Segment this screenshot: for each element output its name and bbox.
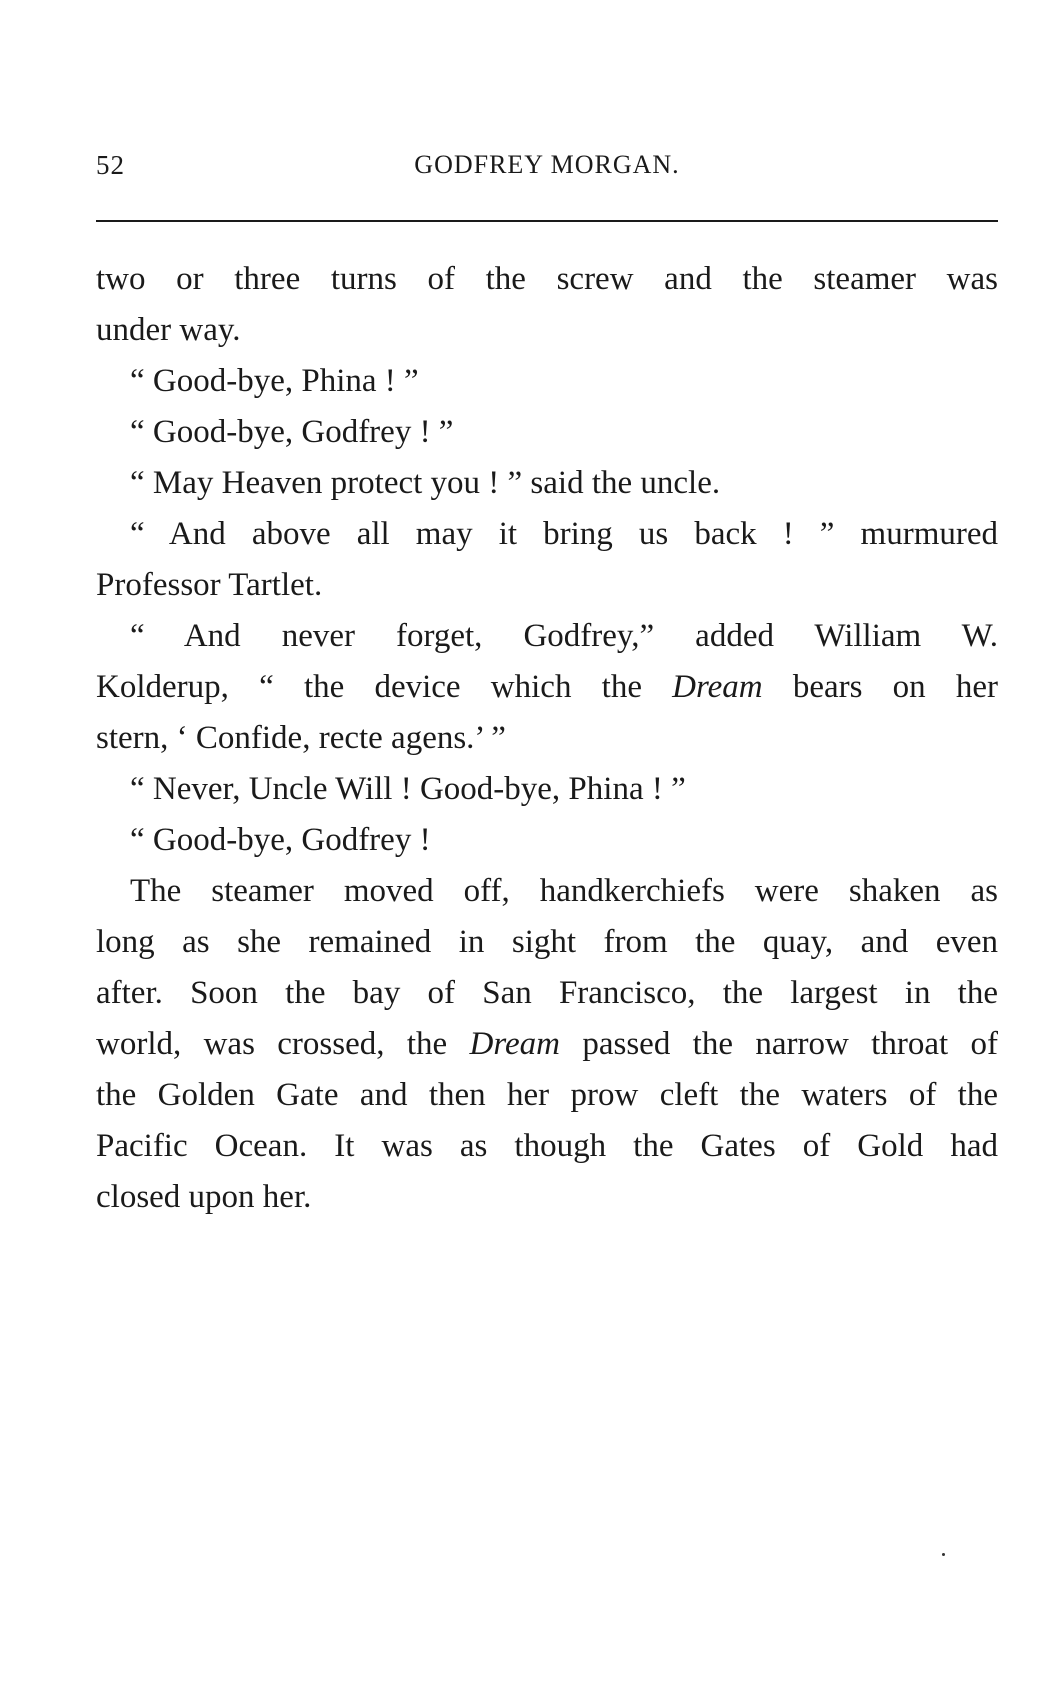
text-line: stern, ‘ Confide, recte agens.’ ” [96,720,506,756]
text-line: Professor Tartlet. [96,567,323,603]
book-page [96,150,999,1215]
text-fragment: world, was crossed, the [96,1026,470,1062]
paragraph [96,407,998,458]
text-line: under way. [96,312,241,348]
text-line: “ And above all may it bring us back ! ” murmured [130,516,998,552]
text-fragment: Kolderup, “ the device which the [96,669,673,705]
ship-name-italic: Dream [672,669,763,705]
paragraph [96,866,998,1223]
running-head: GODFREY MORGAN. [414,150,680,179]
text-line: “ Good-bye, Godfrey ! ” [130,414,454,450]
paragraph [96,458,998,509]
text-line: two or three turns of the screw and the steamer was [96,261,998,297]
text-line: closed upon her. [96,1179,312,1215]
text-fragment: bears on her [762,669,998,705]
text-line: “ Never, Uncle Will ! Good-bye, Phina ! ” [130,771,686,807]
text-fragment: passed the narrow throat of [559,1026,999,1062]
text-line: “ And never forget, Godfrey,” added William W. [130,618,998,654]
paragraph [96,509,998,611]
paragraph [96,356,998,407]
text-line: the Golden Gate and then her prow cleft the waters of the [96,1077,998,1113]
text-line: after. Soon the bay of San Francisco, the largest in the [96,975,998,1011]
ink-speck [942,1553,945,1556]
paragraph [96,764,998,815]
paragraph [96,611,998,764]
text-line: Pacific Ocean. It was as though the Gates of Gold had [96,1128,998,1164]
text-line: “ May Heaven protect you ! ” said the uncle. [130,465,721,501]
text-line: The steamer moved off, handkerchiefs were shaken as [130,873,998,909]
header-rule [96,220,998,222]
paragraph [96,815,998,866]
body-text [96,254,998,1223]
page-header [96,150,998,194]
ship-name-italic: Dream [469,1026,560,1062]
text-line: “ Good-bye, Godfrey ! [130,822,431,858]
paragraph [96,254,998,356]
page-number: 52 [96,150,125,180]
text-line [96,1019,998,1070]
text-line [96,662,998,713]
text-line: long as she remained in sight from the quay, and even [96,924,998,960]
text-line: “ Good-bye, Phina ! ” [130,363,419,399]
